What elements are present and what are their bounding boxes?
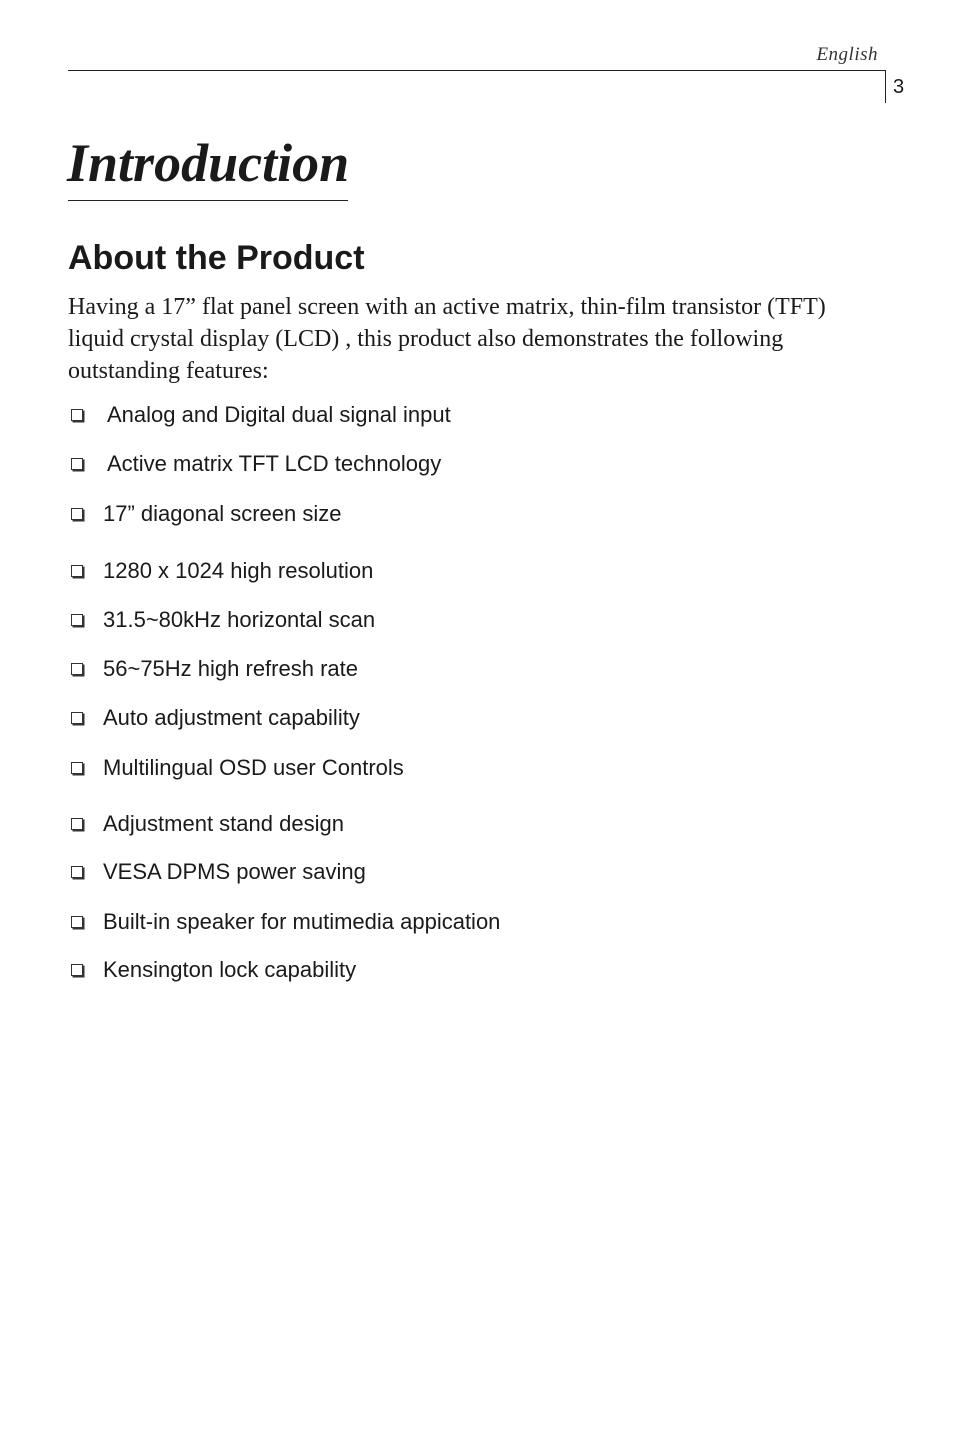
- section-heading: About the Product: [68, 239, 365, 277]
- feature-item: [68, 654, 358, 684]
- feature-item: [68, 605, 375, 635]
- title-underline: [68, 200, 348, 201]
- feature-item: [68, 703, 360, 733]
- feature-label: Kensington lock capability: [103, 957, 357, 982]
- feature-label: VESA DPMS power saving: [103, 859, 366, 884]
- checkbox-icon: [71, 409, 83, 421]
- checkbox-icon: [71, 964, 83, 976]
- feature-label: 17” diagonal screen size: [103, 501, 342, 526]
- feature-item: [68, 556, 373, 586]
- feature-item: [68, 907, 500, 937]
- page-number-divider: [885, 70, 886, 103]
- feature-item: [68, 753, 404, 783]
- checkbox-icon: [71, 508, 83, 520]
- checkbox-icon: [71, 458, 83, 470]
- checkbox-icon: [71, 866, 83, 878]
- feature-item: [68, 809, 344, 839]
- feature-label: Analog and Digital dual signal input: [107, 402, 451, 427]
- checkbox-icon: [71, 663, 83, 675]
- feature-label: Active matrix TFT LCD technology: [107, 451, 442, 476]
- feature-label: Auto adjustment capability: [103, 705, 360, 730]
- header-rule: [68, 70, 886, 71]
- feature-label: Adjustment stand design: [103, 811, 344, 836]
- feature-label: 1280 x 1024 high resolution: [103, 558, 374, 583]
- page-number: 3: [893, 76, 905, 98]
- checkbox-icon: [71, 565, 83, 577]
- feature-item: [68, 499, 341, 529]
- intro-paragraph: Having a 17” flat panel screen with an active matrix, thin-film transistor (TFT) liquid crystal display (LCD) , this product also demonstrates the following outstanding features:: [68, 294, 826, 384]
- header-language: English: [816, 44, 878, 65]
- page-title: Introduction: [67, 133, 350, 193]
- checkbox-icon: [71, 614, 83, 626]
- feature-item: [68, 857, 366, 887]
- checkbox-icon: [71, 712, 83, 724]
- feature-item: [68, 400, 451, 430]
- feature-label: 56~75Hz high refresh rate: [103, 656, 358, 681]
- feature-label: 31.5~80kHz horizontal scan: [103, 607, 376, 632]
- checkbox-icon: [71, 762, 83, 774]
- checkbox-icon: [71, 916, 83, 928]
- feature-label: Built-in speaker for mutimedia appication: [103, 909, 501, 934]
- feature-item: [68, 955, 356, 985]
- feature-item: [68, 449, 441, 479]
- checkbox-icon: [71, 818, 83, 830]
- feature-label: Multilingual OSD user Controls: [103, 755, 404, 780]
